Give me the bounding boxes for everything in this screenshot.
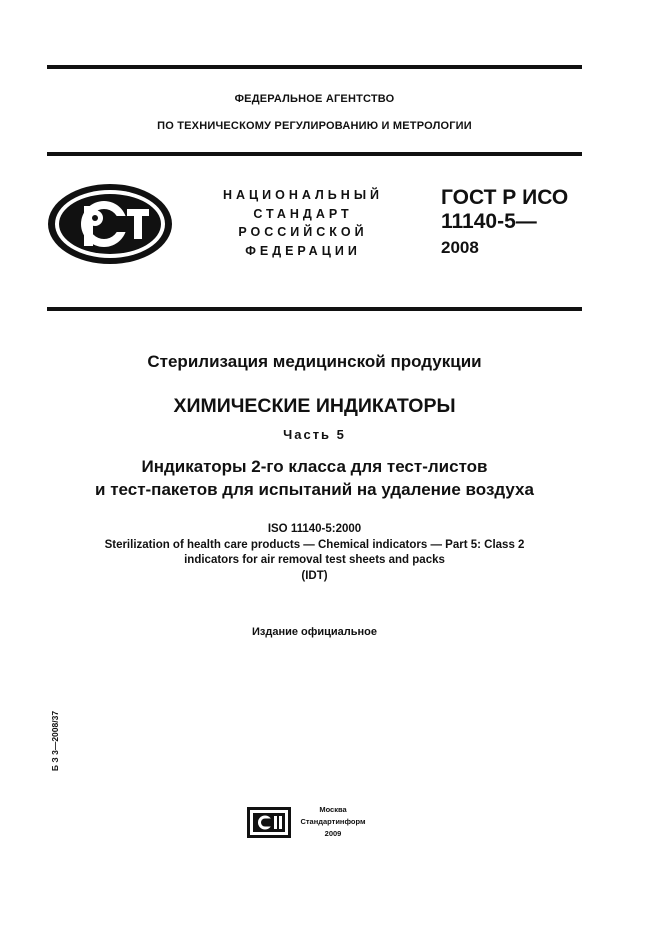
part-number: Часть 5 (283, 427, 346, 442)
part-title-line-2: и тест-пакетов для испытаний на удаление воздуха (95, 480, 534, 499)
publisher-year: 2009 (324, 829, 342, 838)
official-edition-label: Издание официальное (251, 626, 378, 638)
iso-reference-block (47, 522, 582, 584)
side-registration-code (48, 703, 62, 779)
designation-year: 2008 (441, 238, 479, 257)
side-registration-code-text: Б З 3—2008/37 (50, 710, 60, 772)
national-standard-line-4: ФЕДЕРАЦИИ (245, 243, 361, 258)
publisher-city: Москва (319, 805, 347, 814)
iso-reference: ISO 11140-5:2000 (267, 523, 362, 535)
publisher-block (292, 804, 374, 840)
document-title: ХИМИЧЕСКИЕ ИНДИКАТОРЫ (173, 395, 456, 417)
standartinform-logo-icon (246, 806, 292, 839)
designation-number: 11140-5— (441, 210, 537, 233)
publisher-name: Стандартинформ (300, 817, 366, 826)
agency-line-2: ПО ТЕХНИЧЕСКОМУ РЕГУЛИРОВАНИЮ И МЕТРОЛОГИИ (157, 120, 472, 132)
agency-bottom-rule (47, 152, 582, 156)
designation-code: ГОСТ Р ИСО (441, 186, 569, 209)
designation-bottom-rule (47, 307, 582, 311)
national-standard-line-3: РОССИЙСКОЙ (238, 225, 368, 239)
document-subtitle: Стерилизация медицинской продукции (147, 352, 482, 371)
iso-equivalence: (IDT) (301, 569, 328, 582)
standard-designation (441, 186, 568, 234)
agency-line-1: ФЕДЕРАЛЬНОЕ АГЕНТСТВО (234, 93, 395, 105)
part-title-line-1: Индикаторы 2-го класса для тест-листов (141, 457, 488, 476)
top-rule (47, 65, 582, 69)
national-standard-line-2: СТАНДАРТ (253, 206, 353, 221)
iso-english-title-line-2: indicators for air removal test sheets and packs (184, 554, 445, 566)
iso-english-title-line-1: Sterilization of health care products — Chemical indicators — Part 5: Class 2 (104, 538, 525, 551)
national-standard-line-1: НАЦИОНАЛЬНЫЙ (222, 188, 384, 202)
part-title (47, 455, 582, 501)
rst-certification-mark-icon (46, 182, 174, 266)
national-standard-label (212, 186, 394, 260)
